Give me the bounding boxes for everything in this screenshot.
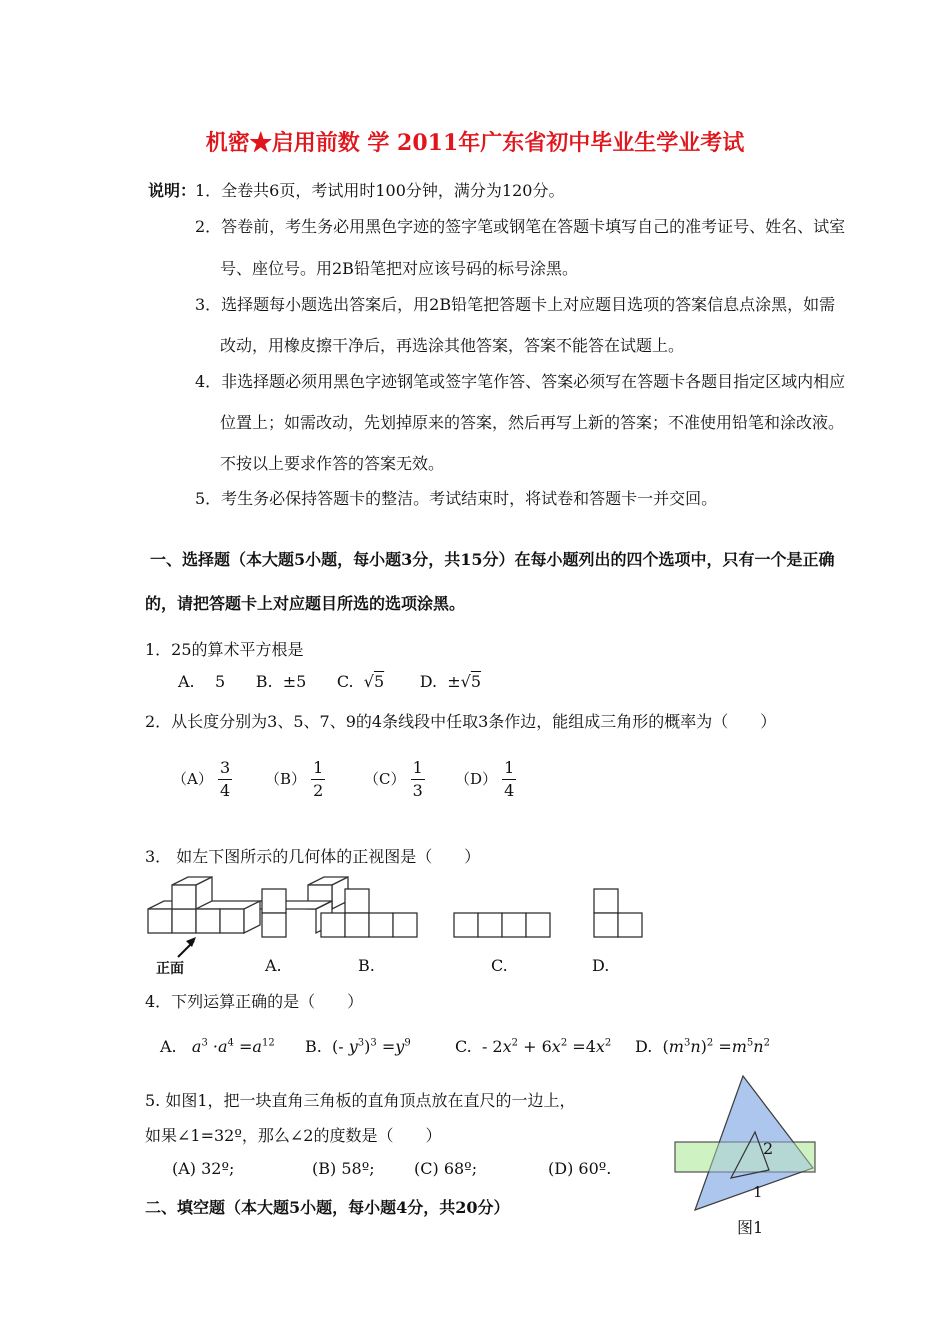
section1-heading: 一、选择题（本大题5小题，每小题3分，共15分）在每小题列出的四个选项中，只有一个是正确	[150, 550, 835, 569]
arrow-head-icon	[186, 937, 196, 947]
denominator: 3	[412, 781, 423, 800]
question-2-option	[172, 757, 232, 802]
instruction-item: 3．选择题每小题选出答案后，用2B铅笔把答题卡上对应题目选项的答案信息点涂黑，如需	[195, 295, 836, 314]
question-2-stem: 2．从长度分别为3、5、7、9的4条线段中任取3条作边，能组成三角形的概率为（ ）	[145, 712, 777, 731]
question-1-stem: 1．25的算术平方根是	[145, 640, 304, 659]
option-d-figure	[594, 889, 642, 937]
fraction	[311, 757, 325, 802]
question-2-option	[265, 757, 325, 802]
option-label: A.	[178, 672, 195, 691]
instruction-item: 位置上；如需改动，先划掉原来的答案，然后再写上新的答案；不准使用铅笔和涂改液。	[220, 413, 845, 432]
question-1-options	[178, 672, 481, 691]
instruction-item: 1．全卷共6页，考试用时100分钟，满分为120分。	[195, 181, 565, 200]
question-5-stem-cont: 如果∠1=32º，那么∠2的度数是（ ）	[145, 1126, 442, 1145]
denominator: 4	[504, 781, 515, 800]
section1-heading-cont: 的，请把答题卡上对应题目所选的选项涂黑。	[145, 594, 466, 613]
option-a-figure	[262, 889, 286, 937]
question-4-option-d	[635, 1037, 770, 1056]
instructions-label: 说明：	[148, 181, 197, 200]
fraction	[218, 757, 232, 802]
option-value: 5	[214, 672, 226, 691]
option-c-label: C.	[491, 956, 508, 975]
option-c-figure	[454, 913, 550, 937]
option-value: ±	[447, 672, 461, 691]
option-label: （B）	[265, 770, 307, 788]
angle-1-label: 1	[753, 1183, 763, 1201]
formula: (- $y^3)^3 =y^9$	[332, 1037, 411, 1056]
question-4-option-b	[305, 1037, 411, 1056]
option-label: D.	[635, 1037, 653, 1056]
option-b-label: B.	[358, 956, 375, 975]
question-5-stem: 5. 如图1，把一块直角三角板的直角顶点放在直尺的一边上，	[145, 1091, 576, 1110]
option-value: 5	[470, 672, 482, 691]
question-4-option-a	[160, 1037, 275, 1056]
section2-heading: 二、填空题（本大题5小题，每小题4分，共20分）	[145, 1198, 510, 1217]
page-title: 机密★启用前数 学 2011年广东省初中毕业生学业考试	[205, 130, 745, 156]
front-label: 正面	[156, 961, 184, 977]
fraction	[411, 757, 425, 802]
question-4-stem: 4．下列运算正确的是（ ）	[145, 992, 364, 1011]
instruction-item: 号、座位号。用2B铅笔把对应该号码的标号涂黑。	[220, 259, 578, 278]
question-3-figures	[140, 875, 660, 980]
instruction-item: 不按以上要求作答的答案无效。	[220, 454, 445, 473]
numerator: 3	[218, 757, 232, 780]
question-5-option: (D) 60º.	[548, 1159, 612, 1178]
formula: $a^3 \cdot a^4 =a^{12}$	[191, 1037, 275, 1056]
question-2-option	[455, 757, 516, 802]
question-3-stem: 3． 如左下图所示的几何体的正视图是（ ）	[145, 847, 481, 866]
option-value: 5	[373, 672, 385, 691]
instruction-item: 改动，用橡皮擦干净后，再选涂其他答案，答案不能答在试题上。	[220, 336, 685, 355]
option-d-label: D.	[592, 956, 610, 975]
fraction	[502, 757, 516, 802]
formula: - $2x^2 + 6x^2 =4x^2$	[481, 1037, 612, 1056]
option-label: （D）	[455, 770, 498, 788]
question-5-option: (C) 68º;	[414, 1159, 478, 1178]
denominator: 4	[219, 781, 231, 800]
cube-solid-upper	[172, 877, 212, 909]
instruction-item: 2．答卷前，考生务必用黑色字迹的签字笔或钢笔在答题卡填写自己的准考证号、姓名、试室	[195, 217, 846, 236]
instruction-item: 5．考生务必保持答题卡的整洁。考试结束时，将试卷和答题卡一并交回。	[195, 489, 718, 508]
figure-1-caption: 图1	[737, 1218, 764, 1237]
numerator: 1	[311, 757, 325, 780]
question-5-option: (A) 32º;	[172, 1159, 235, 1178]
instruction-item: 4．非选择题必须用黑色字迹钢笔或签字笔作答、答案必须写在答题卡各题目指定区域内相应	[195, 372, 846, 391]
numerator: 1	[411, 757, 425, 780]
question-4-option-c	[455, 1037, 611, 1056]
option-label: （C）	[364, 770, 406, 788]
option-label: （A）	[172, 770, 213, 788]
option-label: C.	[336, 672, 354, 691]
option-label: B.	[305, 1037, 322, 1056]
question-2-option	[364, 757, 425, 802]
sqrt-icon: √	[460, 672, 471, 691]
numerator: 1	[502, 757, 516, 780]
option-a-label: A.	[265, 956, 282, 975]
option-label: B.	[255, 672, 273, 691]
option-value: ±5	[282, 672, 307, 691]
option-label: C.	[455, 1037, 472, 1056]
sqrt-icon: √	[363, 672, 374, 691]
option-label: A.	[160, 1037, 177, 1056]
formula: $(m^3n)^2 =m^5n^2$	[662, 1037, 770, 1056]
option-label: D.	[419, 672, 438, 691]
question-5-option: (B) 58º;	[312, 1159, 375, 1178]
denominator: 2	[313, 781, 324, 800]
angle-2-label: 2	[763, 1139, 774, 1158]
